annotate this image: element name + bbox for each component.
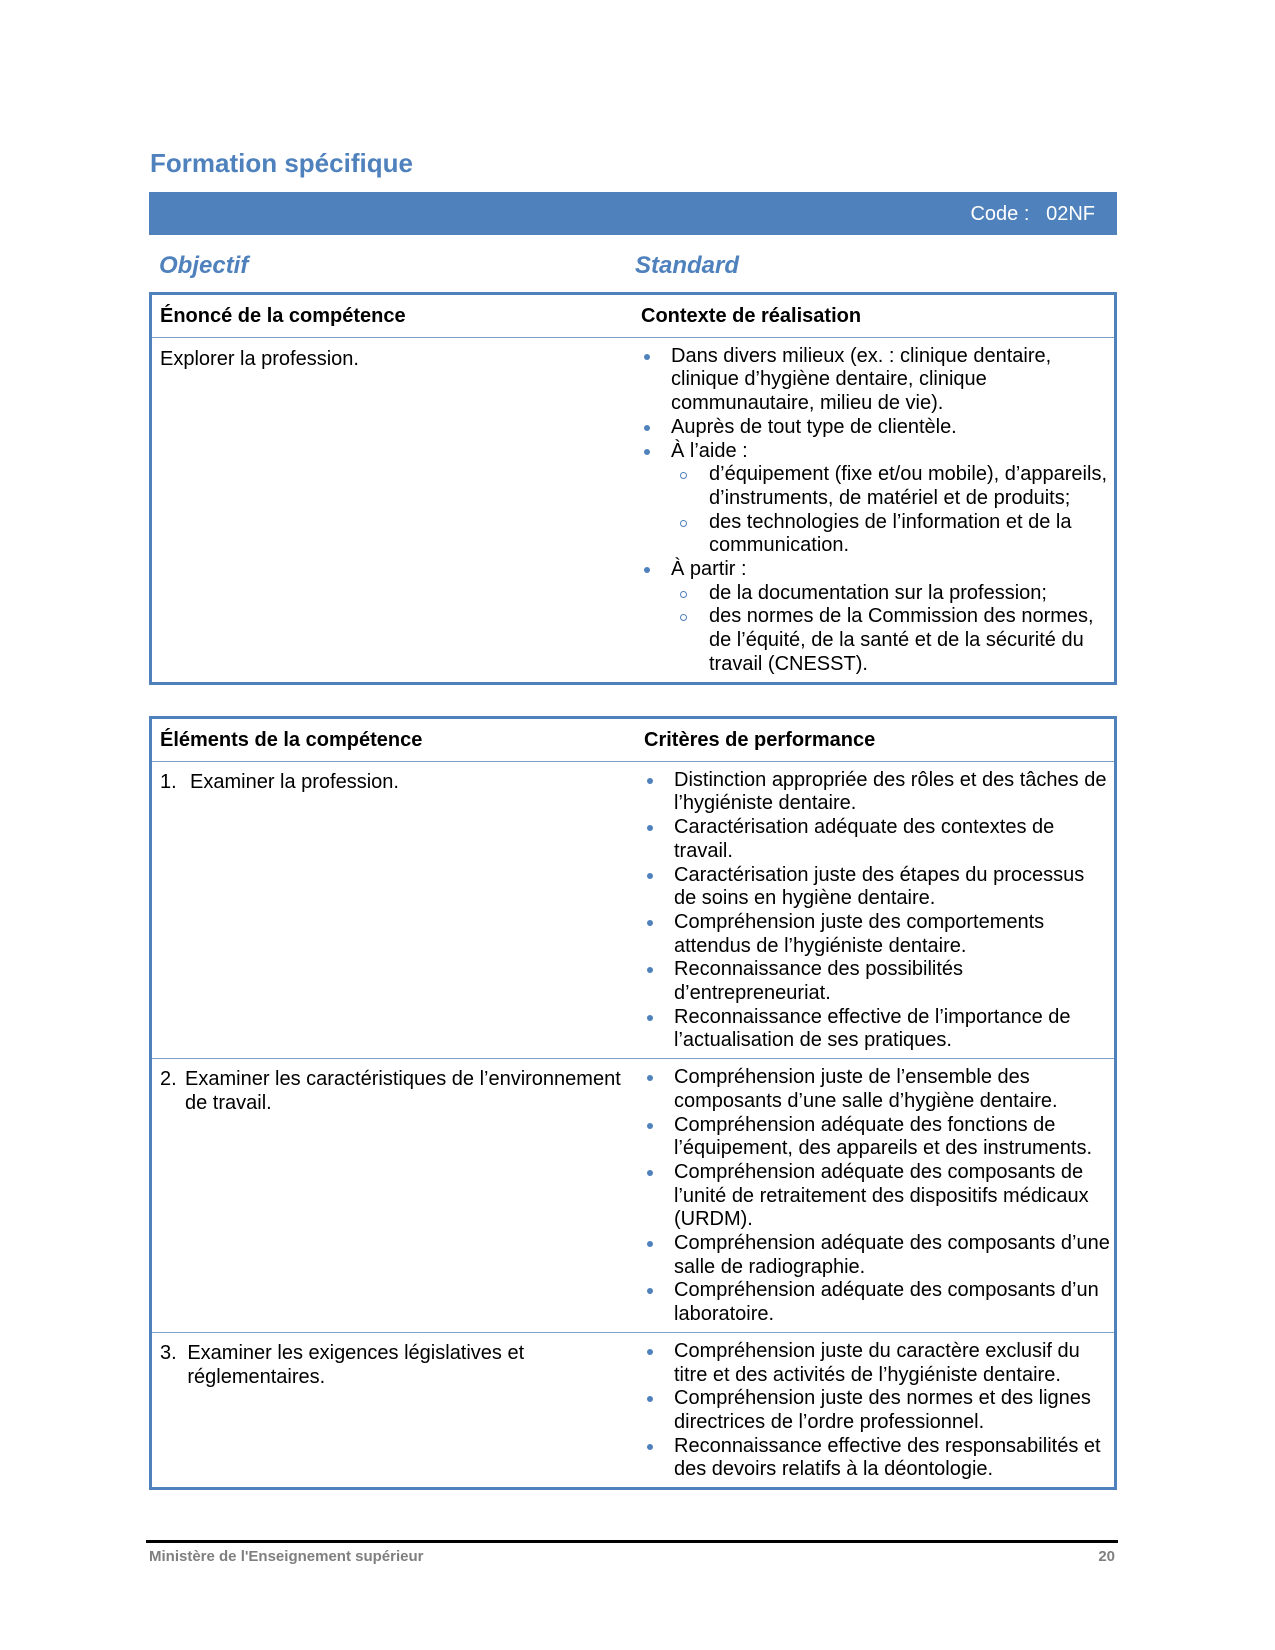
contexte-item: Dans divers milieux (ex. : clinique dentaire, clinique d’hygiène dentaire, clinique communautaire, milieu de vie). xyxy=(641,345,1110,416)
enonce-table xyxy=(149,292,1117,685)
element-text: Examiner les caractéristiques de l’environnement de travail. xyxy=(185,1068,621,1114)
contexte-item: Auprès de tout type de clientèle. xyxy=(641,416,1110,440)
table-row xyxy=(151,1059,1116,1333)
element-cell xyxy=(151,1059,634,1333)
criterion-item: Reconnaissance effective des responsabilités et des devoirs relatifs à la déontologie. xyxy=(644,1435,1110,1482)
standard-heading: Standard xyxy=(635,252,740,279)
criteria-list xyxy=(644,769,1110,1053)
criteria-cell xyxy=(633,761,1116,1058)
code-label: Code : xyxy=(970,203,1030,225)
page-number: 20 xyxy=(1098,1548,1115,1565)
criteria-list xyxy=(644,1340,1110,1482)
criteria-cell xyxy=(633,1332,1116,1488)
objectif-heading: Objectif xyxy=(159,252,249,279)
criterion-item: Compréhension adéquate des fonctions de l’équipement, des appareils et des instruments. xyxy=(644,1114,1110,1161)
elements-table xyxy=(149,716,1117,1490)
criterion-item: Compréhension adéquate des composants d’un laboratoire. xyxy=(644,1279,1110,1326)
criterion-item: Compréhension juste des normes et des lignes directrices de l’ordre professionnel. xyxy=(644,1387,1110,1434)
section-title: Formation spécifique xyxy=(150,148,413,178)
contexte-header: Contexte de réalisation xyxy=(641,305,862,327)
element-number: 1. xyxy=(160,770,177,793)
element-number: 3. xyxy=(160,1341,177,1364)
code-bar xyxy=(149,192,1117,235)
contexte-subitem: des technologies de l’information et de la communication. xyxy=(641,511,1110,558)
code-value: 02NF xyxy=(1046,203,1095,225)
contexte-subitem: de la documentation sur la profession; xyxy=(641,582,1110,606)
criterion-item: Compréhension juste de l’ensemble des composants d’une salle d’hygiène dentaire. xyxy=(644,1066,1110,1113)
element-number: 2. xyxy=(160,1068,177,1091)
criteres-header: Critères de performance xyxy=(644,729,876,751)
footer-divider xyxy=(146,1540,1118,1543)
criterion-item: Compréhension juste du caractère exclusif du titre et des activités de l’hygiéniste dentaire. xyxy=(644,1340,1110,1387)
criteria-list xyxy=(644,1066,1110,1327)
enonce-text: Explorer la profession. xyxy=(151,337,634,683)
element-cell xyxy=(151,1332,634,1488)
criterion-item: Caractérisation adéquate des contextes de travail. xyxy=(644,816,1110,863)
criterion-item: Compréhension adéquate des composants d’une salle de radiographie. xyxy=(644,1232,1110,1279)
contexte-item: À partir : xyxy=(641,558,1110,582)
criterion-item: Caractérisation juste des étapes du processus de soins en hygiène dentaire. xyxy=(644,864,1110,911)
contexte-item: À l’aide : xyxy=(641,440,1110,464)
contexte-list xyxy=(641,345,1110,677)
criterion-item: Compréhension adéquate des composants de l’unité de retraitement des dispositifs médicaux (URDM). xyxy=(644,1161,1110,1232)
contexte-subitem: des normes de la Commission des normes, de l’équité, de la santé et de la sécurité du travail (CNESST). xyxy=(641,605,1110,676)
table-row xyxy=(151,761,1116,1058)
elements-header: Éléments de la compétence xyxy=(160,729,423,751)
contexte-subitem: d’équipement (fixe et/ou mobile), d’appareils, d’instruments, de matériel et de produits; xyxy=(641,463,1110,510)
element-cell xyxy=(151,761,634,1058)
course-code xyxy=(970,203,1095,226)
criterion-item: Compréhension juste des comportements attendus de l’hygiéniste dentaire. xyxy=(644,911,1110,958)
criterion-item: Reconnaissance effective de l’importance de l’actualisation de ses pratiques. xyxy=(644,1006,1110,1053)
footer-ministry: Ministère de l'Enseignement supérieur xyxy=(149,1548,424,1565)
criteria-cell xyxy=(633,1059,1116,1333)
table-row xyxy=(151,1332,1116,1488)
element-text: Examiner la profession. xyxy=(190,770,399,793)
element-text: Examiner les exigences législatives et réglementaires. xyxy=(187,1341,525,1388)
criterion-item: Reconnaissance des possibilités d’entrepreneuriat. xyxy=(644,958,1110,1005)
enonce-header: Énoncé de la compétence xyxy=(160,305,406,327)
criterion-item: Distinction appropriée des rôles et des tâches de l’hygiéniste dentaire. xyxy=(644,769,1110,816)
